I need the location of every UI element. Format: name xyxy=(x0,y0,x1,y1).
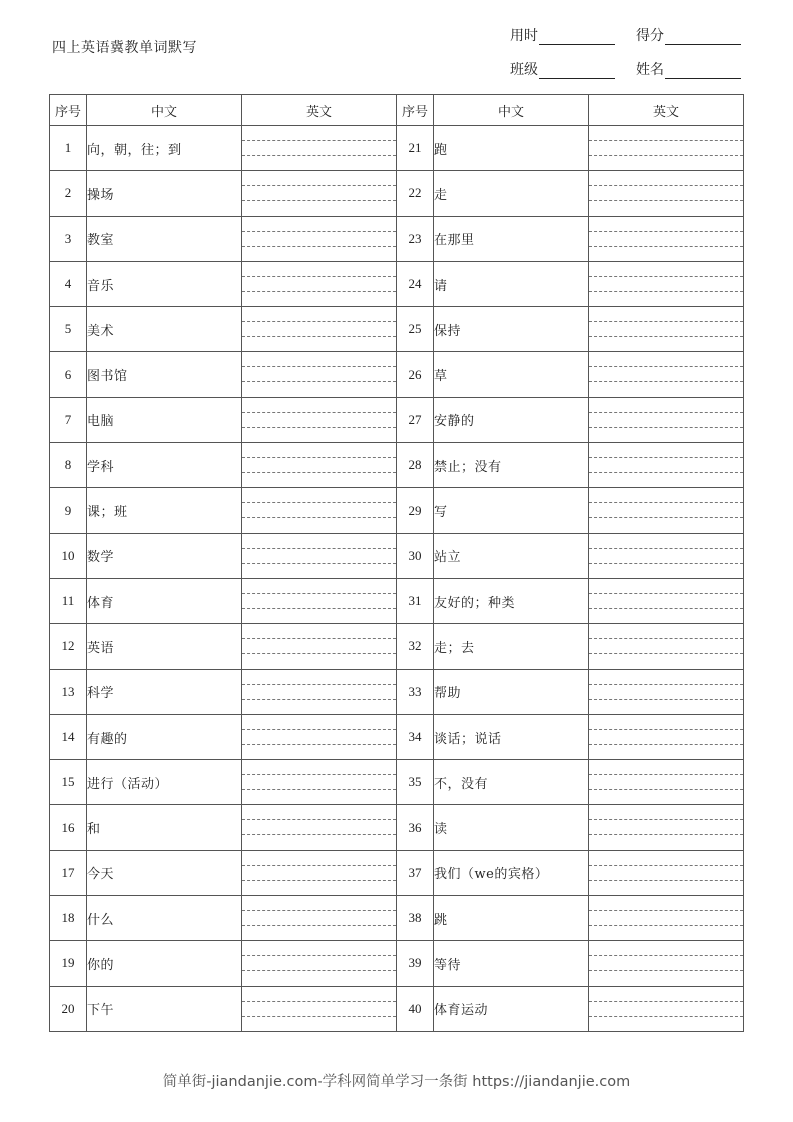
writing-guide-line xyxy=(242,276,396,277)
writing-guide-line xyxy=(242,653,396,654)
word-number: 5 xyxy=(50,307,87,352)
english-answer-blank[interactable] xyxy=(242,443,397,488)
writing-guide-line xyxy=(589,819,743,820)
english-answer-blank[interactable] xyxy=(589,669,744,714)
writing-guide-line xyxy=(589,412,743,413)
table-row xyxy=(50,578,744,623)
chinese-word: 不，没有 xyxy=(434,760,589,805)
word-number: 36 xyxy=(397,805,434,850)
english-answer-blank[interactable] xyxy=(242,307,397,352)
writing-guide-line xyxy=(242,366,396,367)
word-number: 37 xyxy=(397,850,434,895)
chinese-word: 走；去 xyxy=(434,624,589,669)
chinese-word: 体育运动 xyxy=(434,986,589,1031)
table-row xyxy=(50,307,744,352)
column-header-number: 序号 xyxy=(50,95,87,126)
english-answer-blank[interactable] xyxy=(589,307,744,352)
writing-guide-line xyxy=(242,638,396,639)
word-number: 31 xyxy=(397,578,434,623)
chinese-word: 什么 xyxy=(87,896,242,941)
writing-guide-line xyxy=(242,819,396,820)
english-answer-blank[interactable] xyxy=(589,986,744,1031)
chinese-word: 美术 xyxy=(87,307,242,352)
writing-guide-line xyxy=(242,412,396,413)
chinese-word: 跑 xyxy=(434,126,589,171)
writing-guide-line xyxy=(589,502,743,503)
writing-guide-line xyxy=(242,321,396,322)
name-field xyxy=(636,59,741,79)
writing-guide-line xyxy=(242,834,396,835)
writing-guide-line xyxy=(242,1001,396,1002)
table-row xyxy=(50,216,744,261)
writing-guide-line xyxy=(589,880,743,881)
word-number: 38 xyxy=(397,896,434,941)
word-number: 25 xyxy=(397,307,434,352)
word-number: 13 xyxy=(50,669,87,714)
chinese-word: 保持 xyxy=(434,307,589,352)
writing-guide-line xyxy=(589,336,743,337)
writing-guide-line xyxy=(242,880,396,881)
table-row xyxy=(50,941,744,986)
writing-guide-line xyxy=(589,140,743,141)
writing-guide-line xyxy=(242,502,396,503)
writing-guide-line xyxy=(589,366,743,367)
writing-guide-line xyxy=(242,427,396,428)
writing-guide-line xyxy=(589,729,743,730)
chinese-word: 电脑 xyxy=(87,397,242,442)
writing-guide-line xyxy=(242,744,396,745)
writing-guide-line xyxy=(589,834,743,835)
english-answer-blank[interactable] xyxy=(589,941,744,986)
writing-guide-line xyxy=(589,865,743,866)
word-number: 33 xyxy=(397,669,434,714)
word-number: 34 xyxy=(397,714,434,759)
chinese-word: 教室 xyxy=(87,216,242,261)
writing-guide-line xyxy=(242,970,396,971)
word-number: 18 xyxy=(50,896,87,941)
english-answer-blank[interactable] xyxy=(589,488,744,533)
english-answer-blank[interactable] xyxy=(589,352,744,397)
chinese-word: 图书馆 xyxy=(87,352,242,397)
table-row xyxy=(50,896,744,941)
writing-guide-line xyxy=(589,276,743,277)
english-answer-blank[interactable] xyxy=(242,986,397,1031)
chinese-word: 学科 xyxy=(87,443,242,488)
writing-guide-line xyxy=(242,231,396,232)
writing-guide-line xyxy=(242,185,396,186)
writing-guide-line xyxy=(242,457,396,458)
word-number: 3 xyxy=(50,216,87,261)
english-answer-blank[interactable] xyxy=(242,126,397,171)
english-answer-blank[interactable] xyxy=(242,941,397,986)
score-blank xyxy=(665,30,741,45)
word-number: 26 xyxy=(397,352,434,397)
writing-guide-line xyxy=(589,457,743,458)
table-row xyxy=(50,805,744,850)
chinese-word: 有趣的 xyxy=(87,714,242,759)
writing-guide-line xyxy=(589,744,743,745)
writing-guide-line xyxy=(242,925,396,926)
writing-guide-line xyxy=(589,955,743,956)
word-number: 28 xyxy=(397,443,434,488)
table-row xyxy=(50,261,744,306)
writing-guide-line xyxy=(242,865,396,866)
english-answer-blank[interactable] xyxy=(589,805,744,850)
writing-guide-line xyxy=(589,291,743,292)
table-row xyxy=(50,850,744,895)
word-number: 21 xyxy=(397,126,434,171)
word-number: 17 xyxy=(50,850,87,895)
score-label: 得分 xyxy=(636,28,664,44)
word-number: 15 xyxy=(50,760,87,805)
word-number: 11 xyxy=(50,578,87,623)
writing-guide-line xyxy=(242,563,396,564)
english-answer-blank[interactable] xyxy=(242,760,397,805)
word-number: 8 xyxy=(50,443,87,488)
writing-guide-line xyxy=(589,699,743,700)
word-number: 20 xyxy=(50,986,87,1031)
chinese-word: 下午 xyxy=(87,986,242,1031)
english-answer-blank[interactable] xyxy=(242,352,397,397)
writing-guide-line xyxy=(242,774,396,775)
english-answer-blank[interactable] xyxy=(589,443,744,488)
table-row xyxy=(50,397,744,442)
footer-text: 简单街-jiandanjie.com-学科网简单学习一条街 https://jiandanjie.com xyxy=(162,1074,631,1090)
chinese-word: 禁止；没有 xyxy=(434,443,589,488)
class-label: 班级 xyxy=(510,62,538,78)
class-field xyxy=(510,59,615,79)
word-number: 7 xyxy=(50,397,87,442)
writing-guide-line xyxy=(589,608,743,609)
writing-guide-line xyxy=(242,684,396,685)
chinese-word: 请 xyxy=(434,261,589,306)
writing-guide-line xyxy=(242,955,396,956)
writing-guide-line xyxy=(589,200,743,201)
writing-guide-line xyxy=(242,381,396,382)
writing-guide-line xyxy=(242,608,396,609)
english-answer-blank[interactable] xyxy=(589,171,744,216)
word-number: 9 xyxy=(50,488,87,533)
writing-guide-line xyxy=(589,653,743,654)
column-header-number: 序号 xyxy=(397,95,434,126)
chinese-word: 数学 xyxy=(87,533,242,578)
chinese-word: 今天 xyxy=(87,850,242,895)
name-blank xyxy=(665,64,741,79)
column-header-english: 英文 xyxy=(589,95,744,126)
english-answer-blank[interactable] xyxy=(589,624,744,669)
word-number: 23 xyxy=(397,216,434,261)
chinese-word: 安静的 xyxy=(434,397,589,442)
writing-guide-line xyxy=(242,291,396,292)
table-row xyxy=(50,533,744,578)
writing-guide-line xyxy=(242,155,396,156)
english-answer-blank[interactable] xyxy=(242,216,397,261)
table-row xyxy=(50,126,744,171)
writing-guide-line xyxy=(589,517,743,518)
writing-guide-line xyxy=(589,246,743,247)
english-answer-blank[interactable] xyxy=(589,397,744,442)
word-number: 27 xyxy=(397,397,434,442)
writing-guide-line xyxy=(242,246,396,247)
writing-guide-line xyxy=(242,789,396,790)
chinese-word: 友好的；种类 xyxy=(434,578,589,623)
writing-guide-line xyxy=(589,910,743,911)
word-number: 24 xyxy=(397,261,434,306)
chinese-word: 站立 xyxy=(434,533,589,578)
chinese-word: 写 xyxy=(434,488,589,533)
english-answer-blank[interactable] xyxy=(242,397,397,442)
table-row xyxy=(50,760,744,805)
word-number: 40 xyxy=(397,986,434,1031)
english-answer-blank[interactable] xyxy=(242,850,397,895)
time-label: 用时 xyxy=(510,28,538,44)
english-answer-blank[interactable] xyxy=(242,488,397,533)
english-answer-blank[interactable] xyxy=(589,850,744,895)
chinese-word: 科学 xyxy=(87,669,242,714)
word-number: 16 xyxy=(50,805,87,850)
writing-guide-line xyxy=(589,321,743,322)
word-number: 4 xyxy=(50,261,87,306)
table-row xyxy=(50,986,744,1031)
writing-guide-line xyxy=(242,517,396,518)
english-answer-blank[interactable] xyxy=(589,714,744,759)
table-row xyxy=(50,171,744,216)
writing-guide-line xyxy=(589,427,743,428)
writing-guide-line xyxy=(589,1016,743,1017)
time-blank xyxy=(539,30,615,45)
writing-guide-line xyxy=(589,185,743,186)
writing-guide-line xyxy=(242,548,396,549)
english-answer-blank[interactable] xyxy=(242,714,397,759)
writing-guide-line xyxy=(589,563,743,564)
word-number: 30 xyxy=(397,533,434,578)
chinese-word: 你的 xyxy=(87,941,242,986)
chinese-word: 体育 xyxy=(87,578,242,623)
word-number: 35 xyxy=(397,760,434,805)
score-field xyxy=(636,25,741,45)
class-blank xyxy=(539,64,615,79)
table-row xyxy=(50,714,744,759)
chinese-word: 音乐 xyxy=(87,261,242,306)
english-answer-blank[interactable] xyxy=(242,669,397,714)
english-answer-blank[interactable] xyxy=(589,533,744,578)
table-header-row xyxy=(50,95,744,126)
writing-guide-line xyxy=(589,638,743,639)
english-answer-blank[interactable] xyxy=(242,533,397,578)
chinese-word: 跳 xyxy=(434,896,589,941)
writing-guide-line xyxy=(242,1016,396,1017)
english-answer-blank[interactable] xyxy=(589,578,744,623)
word-number: 12 xyxy=(50,624,87,669)
chinese-word: 我们（we的宾格） xyxy=(434,850,589,895)
time-field xyxy=(510,25,615,45)
word-number: 39 xyxy=(397,941,434,986)
writing-guide-line xyxy=(242,472,396,473)
writing-guide-line xyxy=(242,593,396,594)
worksheet-title: 四上英语冀教单词默写 xyxy=(52,40,197,56)
word-number: 10 xyxy=(50,533,87,578)
writing-guide-line xyxy=(242,729,396,730)
writing-guide-line xyxy=(589,381,743,382)
english-answer-blank[interactable] xyxy=(242,805,397,850)
english-answer-blank[interactable] xyxy=(589,126,744,171)
word-number: 1 xyxy=(50,126,87,171)
word-number: 6 xyxy=(50,352,87,397)
table-row xyxy=(50,624,744,669)
table-row xyxy=(50,443,744,488)
chinese-word: 等待 xyxy=(434,941,589,986)
writing-guide-line xyxy=(589,155,743,156)
writing-guide-line xyxy=(589,789,743,790)
table-row xyxy=(50,488,744,533)
vocabulary-table xyxy=(49,94,744,1032)
english-answer-blank[interactable] xyxy=(589,216,744,261)
chinese-word: 帮助 xyxy=(434,669,589,714)
word-number: 32 xyxy=(397,624,434,669)
writing-guide-line xyxy=(242,140,396,141)
chinese-word: 向，朝，往；到 xyxy=(87,126,242,171)
column-header-chinese: 中文 xyxy=(434,95,589,126)
chinese-word: 谈话；说话 xyxy=(434,714,589,759)
column-header-chinese: 中文 xyxy=(87,95,242,126)
writing-guide-line xyxy=(242,699,396,700)
writing-guide-line xyxy=(589,774,743,775)
table-row xyxy=(50,352,744,397)
word-number: 29 xyxy=(397,488,434,533)
chinese-word: 英语 xyxy=(87,624,242,669)
writing-guide-line xyxy=(589,684,743,685)
english-answer-blank[interactable] xyxy=(242,171,397,216)
writing-guide-line xyxy=(589,970,743,971)
english-answer-blank[interactable] xyxy=(242,624,397,669)
writing-guide-line xyxy=(589,925,743,926)
table-row xyxy=(50,669,744,714)
chinese-word: 走 xyxy=(434,171,589,216)
chinese-word: 草 xyxy=(434,352,589,397)
writing-guide-line xyxy=(589,231,743,232)
writing-guide-line xyxy=(589,472,743,473)
chinese-word: 课；班 xyxy=(87,488,242,533)
writing-guide-line xyxy=(589,593,743,594)
name-label: 姓名 xyxy=(636,62,664,78)
writing-guide-line xyxy=(242,910,396,911)
word-number: 14 xyxy=(50,714,87,759)
writing-guide-line xyxy=(589,548,743,549)
english-answer-blank[interactable] xyxy=(589,261,744,306)
english-answer-blank[interactable] xyxy=(589,760,744,805)
writing-guide-line xyxy=(242,336,396,337)
english-answer-blank[interactable] xyxy=(242,896,397,941)
word-number: 22 xyxy=(397,171,434,216)
chinese-word: 读 xyxy=(434,805,589,850)
writing-guide-line xyxy=(242,200,396,201)
writing-guide-line xyxy=(589,1001,743,1002)
column-header-english: 英文 xyxy=(242,95,397,126)
word-number: 19 xyxy=(50,941,87,986)
word-number: 2 xyxy=(50,171,87,216)
chinese-word: 进行（活动） xyxy=(87,760,242,805)
chinese-word: 操场 xyxy=(87,171,242,216)
chinese-word: 在那里 xyxy=(434,216,589,261)
english-answer-blank[interactable] xyxy=(242,578,397,623)
english-answer-blank[interactable] xyxy=(242,261,397,306)
english-answer-blank[interactable] xyxy=(589,896,744,941)
chinese-word: 和 xyxy=(87,805,242,850)
